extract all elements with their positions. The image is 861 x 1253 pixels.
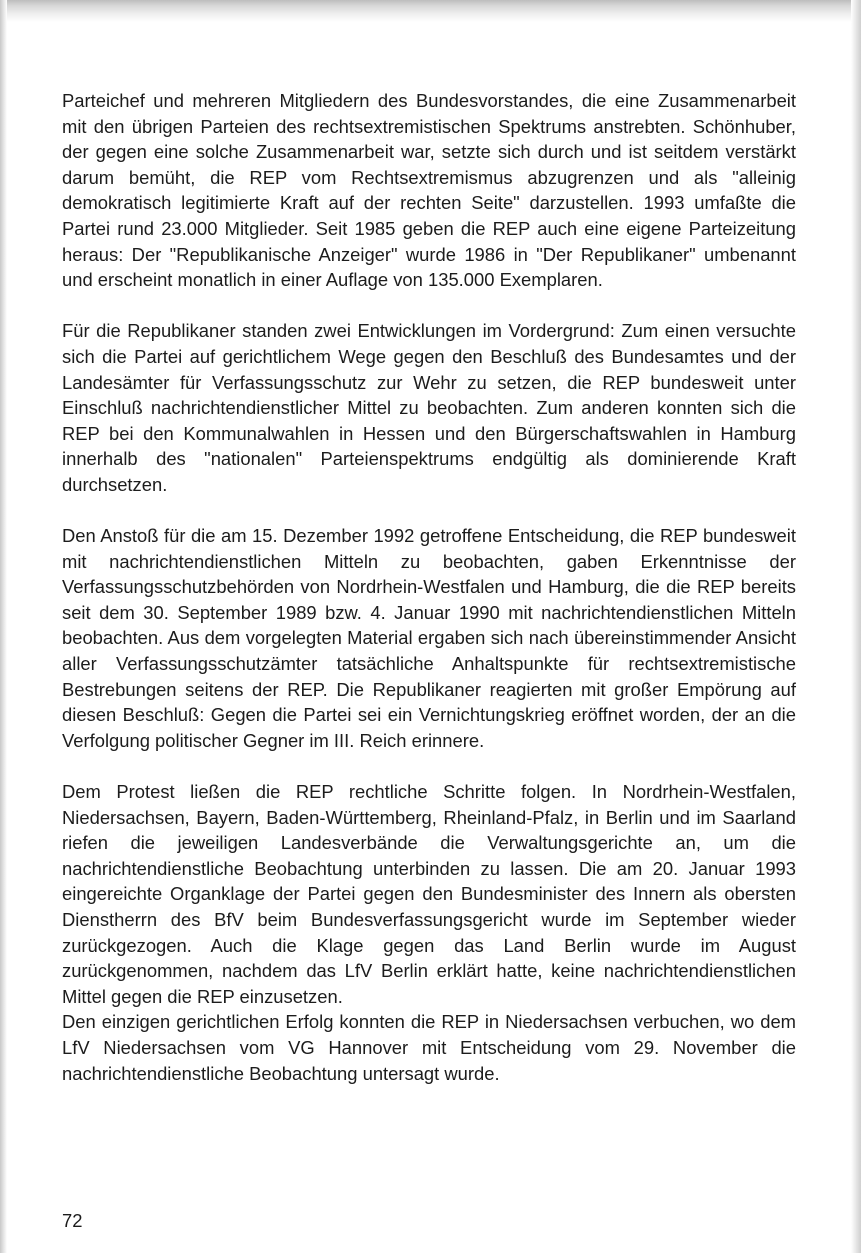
scan-shadow-top	[0, 0, 861, 22]
paragraph: Den einzigen gerichtlichen Erfolg konnten die REP in Niedersachsen verbuchen, wo dem LfV Niedersachsen vom VG Hannover mit Entscheidung vom 29. November die nachrichtendienstliche Beobachtung untersagt wurde.	[62, 1011, 796, 1084]
page-number: 72	[62, 1210, 83, 1231]
scan-shadow-right	[851, 0, 861, 1253]
body-text	[62, 88, 796, 1086]
paragraph: Den Anstoß für die am 15. Dezember 1992 getroffene Entscheidung, die REP bundesweit mit nachrichtendienstlichen Mitteln zu beobachten, gaben Erkenntnisse der Verfassungsschutzbehörden von Nordrhein-Westfalen und Hamburg, die die REP bereits seit dem 30. September 1989 bzw. 4. Januar 1990 mit nachrichtendienstlichen Mitteln beobachten. Aus dem vorgelegten Material ergaben sich nach übereinstimmender Ansicht aller Verfassungsschutzämter tatsächliche Anhaltspunkte für rechtsextremistische Bestrebungen seitens der REP. Die Republikaner reagierten mit großer Empörung auf diesen Beschluß: Gegen die Partei sei ein Vernichtungskrieg eröffnet worden, der an die Verfolgung politischer Gegner im III. Reich erinnere.	[62, 525, 796, 751]
paragraph: Dem Protest ließen die REP rechtliche Schritte folgen. In Nordrhein-Westfalen, Niedersachsen, Bayern, Baden-Württemberg, Rheinland-Pfalz, in Berlin und im Saarland riefen die jeweiligen Landesverbände die Verwaltungsgerichte an, um die nachrichtendienstliche Beobachtung unterbinden zu lassen. Die am 20. Januar 1993 eingereichte Organklage der Partei gegen den Bundesminister des Innern als obersten Dienstherrn des BfV beim Bundesverfassungsgericht wurde im September wieder zurückgezogen. Auch die Klage gegen das Land Berlin wurde im August zurückgenommen, nachdem das LfV Berlin erklärt hatte, keine nachrichtendienstlichen Mittel gegen die REP einzusetzen.	[62, 781, 796, 1007]
paragraph: Parteichef und mehreren Mitgliedern des Bundesvorstandes, die eine Zusammenarbeit mit den übrigen Parteien des rechtsextremistischen Spektrums anstrebten. Schönhuber, der gegen eine solche Zusammenarbeit war, setzte sich durch und ist seitdem verstärkt darum bemüht, die REP vom Rechtsextremismus abzugrenzen und als "alleinig demokratisch legitimierte Kraft auf der rechten Seite" darzustellen. 1993 umfaßte die Partei rund 23.000 Mitglieder. Seit 1985 geben die REP auch eine eigene Parteizeitung heraus: Der "Republikanische Anzeiger" wurde 1986 in "Der Republikaner" umbenannt und erscheint monatlich in einer Auflage von 135.000 Exemplaren.	[62, 90, 796, 291]
paragraph: Für die Republikaner standen zwei Entwicklungen im Vordergrund: Zum einen versuchte sich die Partei auf gerichtlichem Wege gegen den Beschluß des Bundesamtes und der Landesämter für Verfassungsschutz zur Wehr zu setzen, die REP bundesweit unter Einschluß nachrichtendienstlicher Mittel zu beobachten. Zum anderen konnten sich die REP bei den Kommunalwahlen in Hessen und den Bürgerschaftswahlen in Hamburg innerhalb des "nationalen" Parteienspektrums endgültig als dominierende Kraft durchsetzen.	[62, 320, 796, 495]
scan-shadow-left	[0, 0, 7, 1253]
